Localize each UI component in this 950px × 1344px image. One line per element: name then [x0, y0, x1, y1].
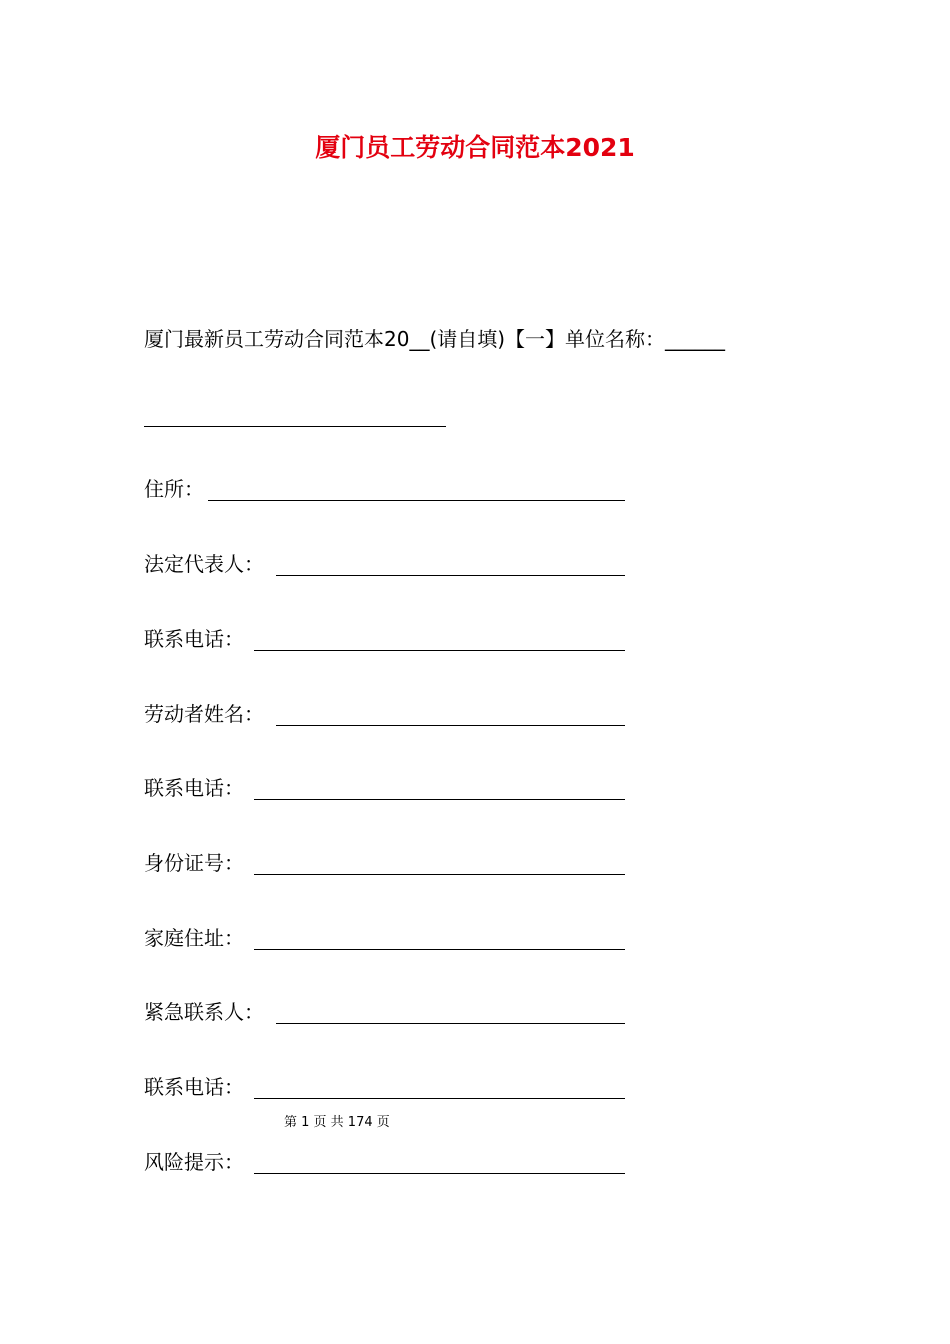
field-label: 劳动者姓名：: [144, 702, 264, 726]
field-home-address: [144, 923, 625, 953]
field-label: 住所：: [144, 477, 204, 501]
field-risk-warning: [144, 1147, 625, 1177]
unit-name-blank-line: [144, 426, 446, 427]
field-label: 联系电话：: [144, 776, 244, 800]
fill-in-blank-line: [254, 1173, 625, 1174]
fill-in-blank-line: [254, 799, 625, 800]
field-label: 法定代表人：: [144, 552, 264, 576]
fill-in-blank-line: [254, 949, 625, 950]
field-label: 联系电话：: [144, 1075, 244, 1099]
contract-heading-line: 厦门最新员工劳动合同范本20__(请自填)【一】单位名称：______: [144, 327, 726, 351]
field-address: [144, 474, 625, 504]
field-label: 家庭住址：: [144, 926, 244, 950]
fill-in-blank-line: [276, 725, 625, 726]
field-emergency-contact: [144, 997, 625, 1027]
field-label: 联系电话：: [144, 627, 244, 651]
document-title: 厦门员工劳动合同范本2021: [315, 133, 635, 162]
fill-in-blank-line: [254, 1098, 625, 1099]
page-number-footer: 第 1 页 共 174 页: [284, 1115, 390, 1130]
field-label: 紧急联系人：: [144, 1000, 264, 1024]
fill-in-blank-line: [254, 650, 625, 651]
field-label: 身份证号：: [144, 851, 244, 875]
field-label: 风险提示：: [144, 1150, 244, 1174]
field-emergency-phone: [144, 1072, 625, 1102]
field-worker-phone: [144, 773, 625, 803]
field-id-number: [144, 848, 625, 878]
field-worker-name: [144, 699, 625, 729]
fill-in-blank-line: [254, 874, 625, 875]
field-legal-representative: [144, 549, 625, 579]
field-employer-phone: [144, 624, 625, 654]
fill-in-blank-line: [276, 575, 625, 576]
fill-in-blank-line: [276, 1023, 625, 1024]
fill-in-blank-line: [208, 500, 625, 501]
